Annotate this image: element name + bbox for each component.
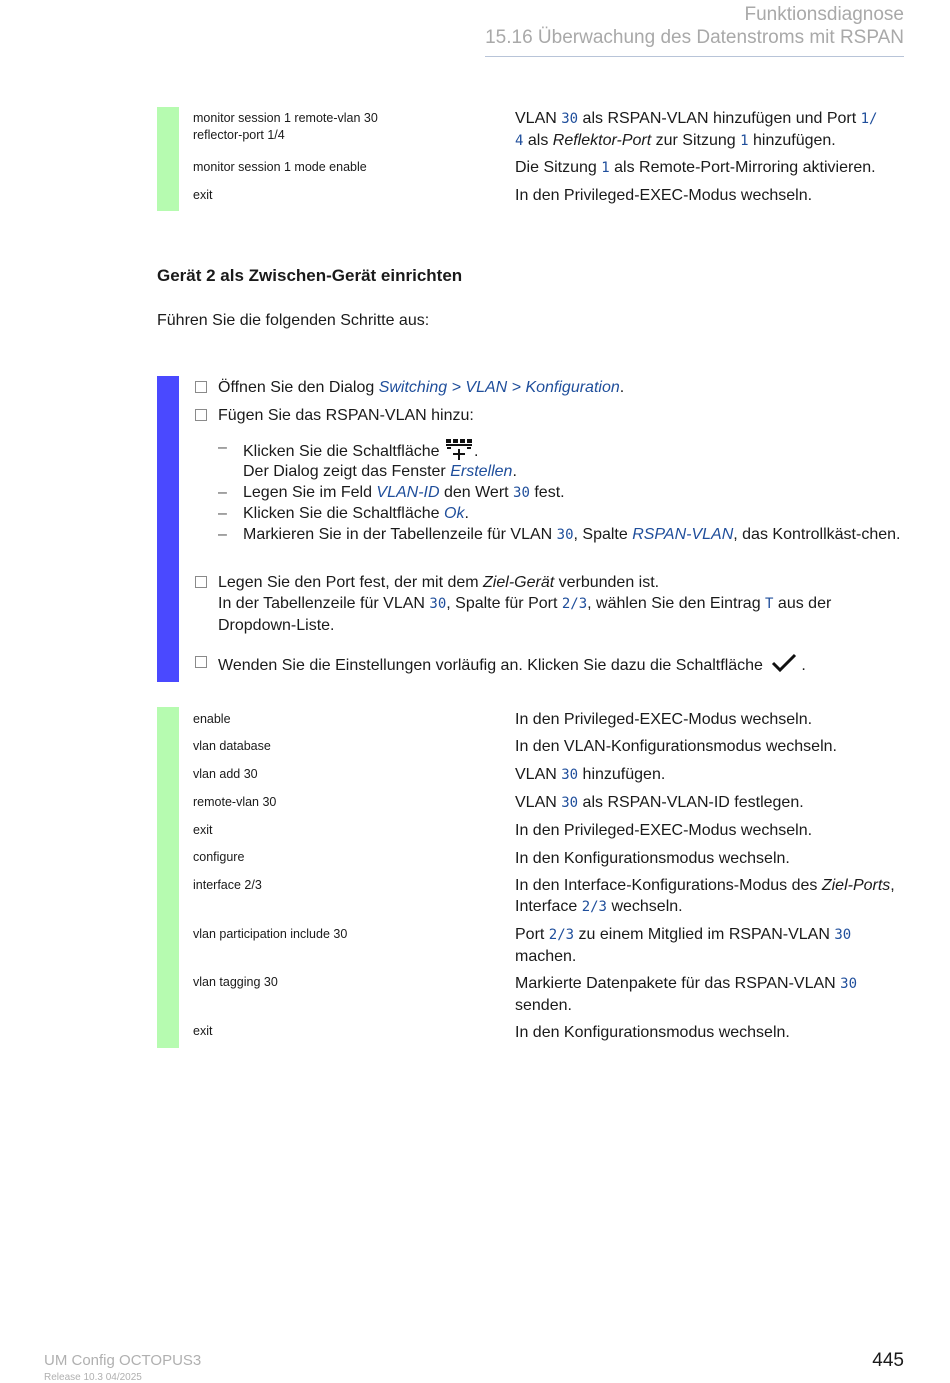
window-name: Erstellen — [450, 463, 513, 480]
cli-command: vlan tagging 30 — [193, 975, 278, 989]
list-dash: – — [218, 439, 227, 456]
cli-command: remote-vlan 30 — [193, 795, 277, 809]
cli-description: In den VLAN-Konfigurationsmodus wechseln. — [515, 738, 837, 755]
substep-dialog-info: Der Dialog zeigt das Fenster Erstellen. — [243, 463, 517, 480]
cli-description: In den Konfigurationsmodus wechseln. — [515, 1024, 790, 1041]
cli-command: exit — [193, 188, 213, 202]
intro-text: Führen Sie die folgenden Schritte aus: — [157, 312, 430, 329]
cli-command: interface 2/3 — [193, 878, 262, 892]
header-divider — [485, 56, 904, 57]
cli-description: VLAN 30 hinzufügen. — [515, 766, 666, 783]
cli-command: exit — [193, 1024, 213, 1038]
list-dash: – — [218, 484, 227, 501]
cli-description: In den Privileged-EXEC-Modus wechseln. — [515, 822, 813, 839]
step-checkbox — [195, 381, 207, 393]
cli-description: VLAN 30 als RSPAN-VLAN-ID festlegen. — [515, 794, 804, 811]
cli-description: In den Konfigurationsmodus wechseln. — [515, 850, 790, 867]
substep-mark-checkbox: Markieren Sie in der Tabellenzeile für VLAN 30, Spalte RSPAN-VLAN, das Kontrollkäst-chen. — [243, 526, 901, 543]
header-chapter: Funktionsdiagnose — [744, 4, 904, 25]
cli-description: VLAN 30 als RSPAN-VLAN hinzufügen und Port 1/ 4 als Reflektor-Port zur Sitzung 1 hinzufügen. — [515, 110, 878, 149]
cli-command: vlan participation include 30 — [193, 927, 348, 941]
section-title: Gerät 2 als Zwischen-Gerät einrichten — [157, 266, 463, 285]
step-open-dialog: Öffnen Sie den Dialog Switching > VLAN > Konfiguration. — [218, 379, 625, 396]
step-checkbox — [195, 576, 207, 588]
cli-description: Port 2/3 zu einem Mitglied im RSPAN-VLAN 30 machen. — [515, 926, 852, 965]
step-add-vlan: Fügen Sie das RSPAN-VLAN hinzu: — [218, 407, 474, 424]
cli-command: monitor session 1 mode enable — [193, 160, 367, 174]
checkmark-icon[interactable] — [769, 652, 799, 680]
step-set-port: Legen Sie den Port fest, der mit dem Ziel-Gerät verbunden ist. In der Tabellenzeile für VLAN 30, Spalte für Port 2/3, wählen Sie den Eintrag T aus der Dropdown-Liste. — [218, 574, 832, 634]
footer-release: Release 10.3 04/2025 — [44, 1372, 142, 1383]
substep-click-add: Klicken Sie die Schaltfläche . — [243, 437, 908, 467]
cli-block-marker — [157, 107, 179, 211]
step-checkbox — [195, 409, 207, 421]
cli-description: In den Privileged-EXEC-Modus wechseln. — [515, 711, 813, 728]
cli-command: monitor session 1 remote-vlan 30 reflector-port 1/4 — [193, 111, 378, 142]
cli-command: enable — [193, 712, 231, 726]
ok-button-ref: Ok — [444, 505, 465, 522]
cli-command: vlan database — [193, 739, 271, 753]
cli-command: vlan add 30 — [193, 767, 258, 781]
cli-description: Die Sitzung 1 als Remote-Port-Mirroring aktivieren. — [515, 159, 876, 176]
dialog-path-link[interactable]: Switching > VLAN > Konfiguration — [378, 379, 620, 396]
instruction-block-marker — [157, 376, 179, 682]
cli-description: Markierte Datenpakete für das RSPAN-VLAN 30 senden. — [515, 975, 858, 1014]
footer-product: UM Config OCTOPUS3 — [44, 1352, 202, 1369]
substep-vlan-id: Legen Sie im Feld VLAN-ID den Wert 30 fest. — [243, 484, 565, 501]
cli-command: configure — [193, 850, 245, 864]
cli-block-marker — [157, 707, 179, 1048]
step-checkbox — [195, 656, 207, 668]
cli-description: In den Interface-Konfigurations-Modus des Ziel-Ports, Interface 2/3 wechseln. — [515, 877, 895, 915]
header-section: 15.16 Überwachung des Datenstroms mit RSPAN — [485, 27, 904, 48]
list-dash: – — [218, 505, 227, 522]
cli-description: In den Privileged-EXEC-Modus wechseln. — [515, 187, 813, 204]
substep-click-ok: Klicken Sie die Schaltfläche Ok. — [243, 505, 469, 522]
list-dash: – — [218, 526, 227, 543]
page-number: 445 — [872, 1350, 904, 1371]
step-apply: Wenden Sie die Einstellungen vorläufig an. Klicken Sie dazu die Schaltfläche . — [218, 652, 908, 680]
cli-command: exit — [193, 823, 213, 837]
